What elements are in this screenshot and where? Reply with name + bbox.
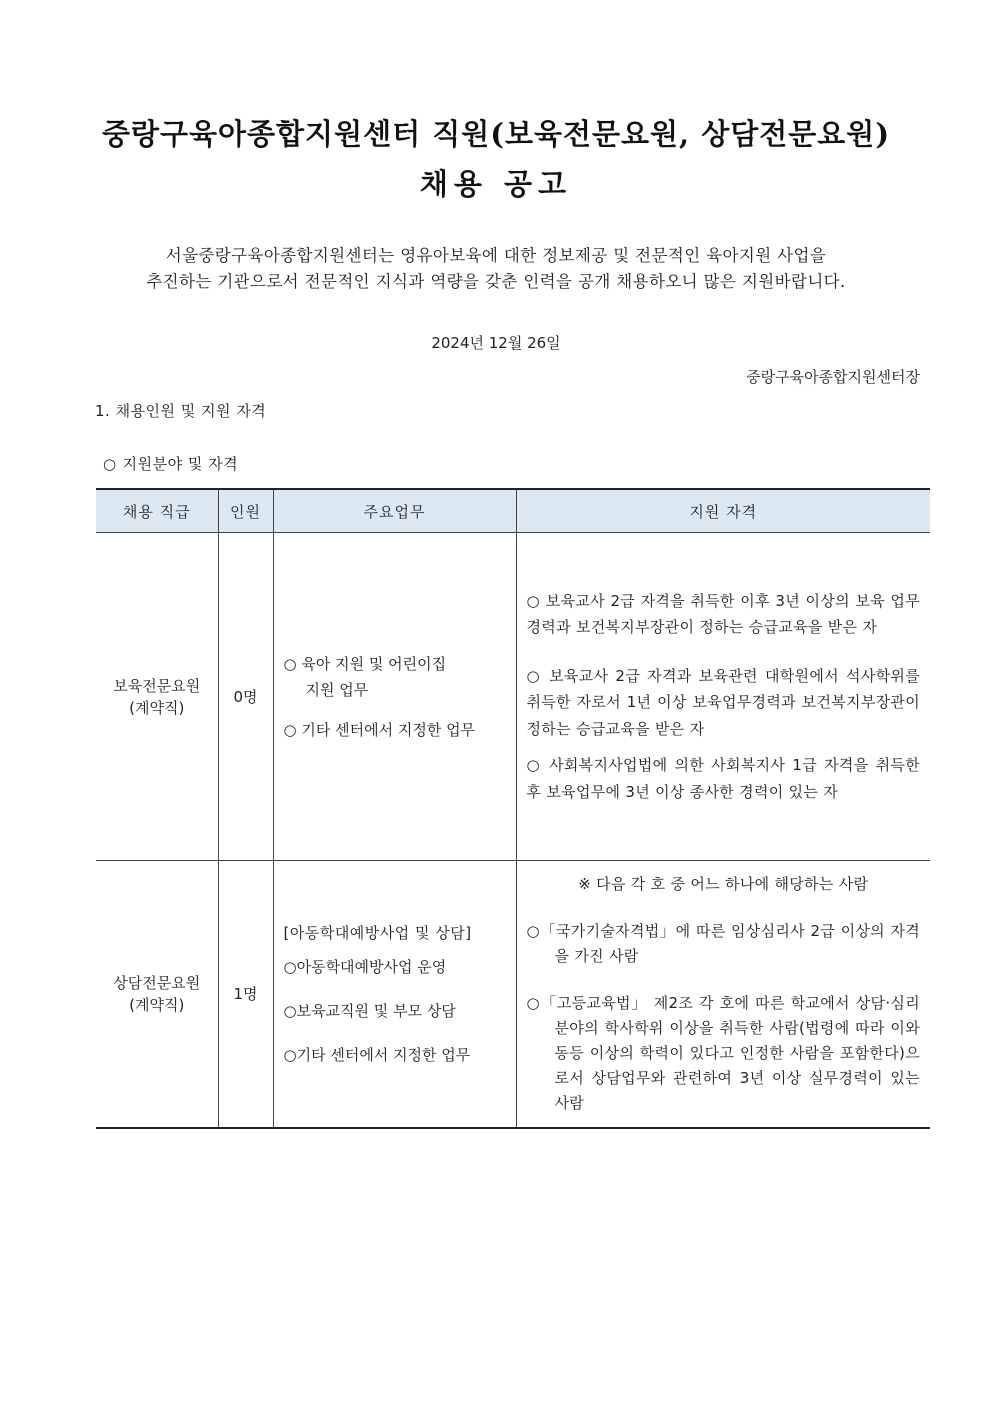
- qualification-item: ○ 보육교사 2급 자격과 보육관련 대학원에서 석사학위를 취득한 자로서 1년 이상 보육업무경력과 보건복지부장관이 정하는 승급교육을 받은 자: [526, 666, 920, 738]
- table-row: [96, 861, 930, 1128]
- qualification-item: ○ 사회복지사업법에 의한 사회복지사 1급 자격을 취득한 후 보육업무에 3년 이상 종사한 경력이 있는 자: [526, 756, 920, 801]
- intro-line2: 추진하는 기관으로서 전문적인 지식과 역량을 갖춘 인력을 공개 채용하오니 많은 지원바랍니다.: [146, 272, 846, 291]
- header-qualifications: 지원 자격: [516, 489, 930, 533]
- circle-bullet-icon: ○: [103, 455, 117, 473]
- duties-heading: [아동학대예방사업 및 상담]: [283, 923, 472, 942]
- duties-cell: [273, 533, 516, 861]
- qualifications-cell: [516, 533, 930, 861]
- position-cell: [96, 533, 218, 861]
- table-row: [96, 533, 930, 861]
- position-type: (계약직): [129, 698, 185, 717]
- recruitment-table: [96, 488, 930, 1129]
- table-header-row: [96, 489, 930, 533]
- duty-item: ○아동학대예방사업 운영: [283, 957, 447, 976]
- header-count: 인원: [218, 489, 273, 533]
- position-type: (계약직): [129, 995, 185, 1014]
- qualification-item: ○ 보육교사 2급 자격을 취득한 이후 3년 이상의 보육 업무 경력과 보건복지부장관이 정하는 승급교육을 받은 자: [526, 591, 920, 637]
- header-duties: 주요업무: [273, 489, 516, 533]
- qualifications-note: ※ 다음 각 호 중 어느 하나에 해당하는 사람: [578, 874, 869, 893]
- page-title-line1: 중랑구육아종합지원센터 직원(보육전문요원, 상담전문요원): [101, 117, 891, 151]
- subsection-heading: [103, 453, 238, 474]
- duty-item: ○보육교직원 및 부모 상담: [283, 1001, 456, 1020]
- subsection-label: 지원분야 및 자격: [122, 455, 239, 473]
- qualification-item: ○「고등교육법」 제2조 각 호에 따른 학교에서 상담·심리분야의 학사학위 이상을 취득한 사람(법령에 따라 이와 동등 이상의 학력이 있다고 인정한 사람을 포함한다)으로서 상담업무와 관련하여 3년 이상 실무경력이 있는 사람: [526, 993, 920, 1112]
- duty-item-continued: 지원 업무: [305, 680, 369, 699]
- intro-line1: 서울중랑구육아종합지원센터는 영유아보육에 대한 정보제공 및 전문적인 육아지원 사업을: [165, 246, 827, 265]
- page-title-line2: 채용 공고: [419, 167, 573, 201]
- duties-cell: [273, 861, 516, 1128]
- header-position: 채용 직급: [96, 489, 218, 533]
- position-title: 보육전문요원: [113, 676, 201, 695]
- issuer-name: 중랑구육아종합지원센터장: [746, 368, 920, 386]
- duty-item: ○기타 센터에서 지정한 업무: [283, 1045, 471, 1064]
- section-heading-1: 1. 채용인원 및 지원 자격: [95, 402, 267, 420]
- duty-item: ○ 기타 센터에서 지정한 업무: [283, 720, 476, 739]
- duty-item: ○ 육아 지원 및 어린이집: [283, 654, 447, 673]
- position-title: 상담전문요원: [113, 973, 201, 992]
- qualifications-cell: [516, 861, 930, 1128]
- announcement-date: 2024년 12월 26일: [431, 334, 561, 352]
- headcount-cell: 0명: [218, 533, 273, 861]
- qualification-item: ○「국가기술자격법」에 따른 임상심리사 2급 이상의 자격을 가진 사람: [526, 921, 920, 965]
- headcount-cell: 1명: [218, 861, 273, 1128]
- position-cell: [96, 861, 218, 1128]
